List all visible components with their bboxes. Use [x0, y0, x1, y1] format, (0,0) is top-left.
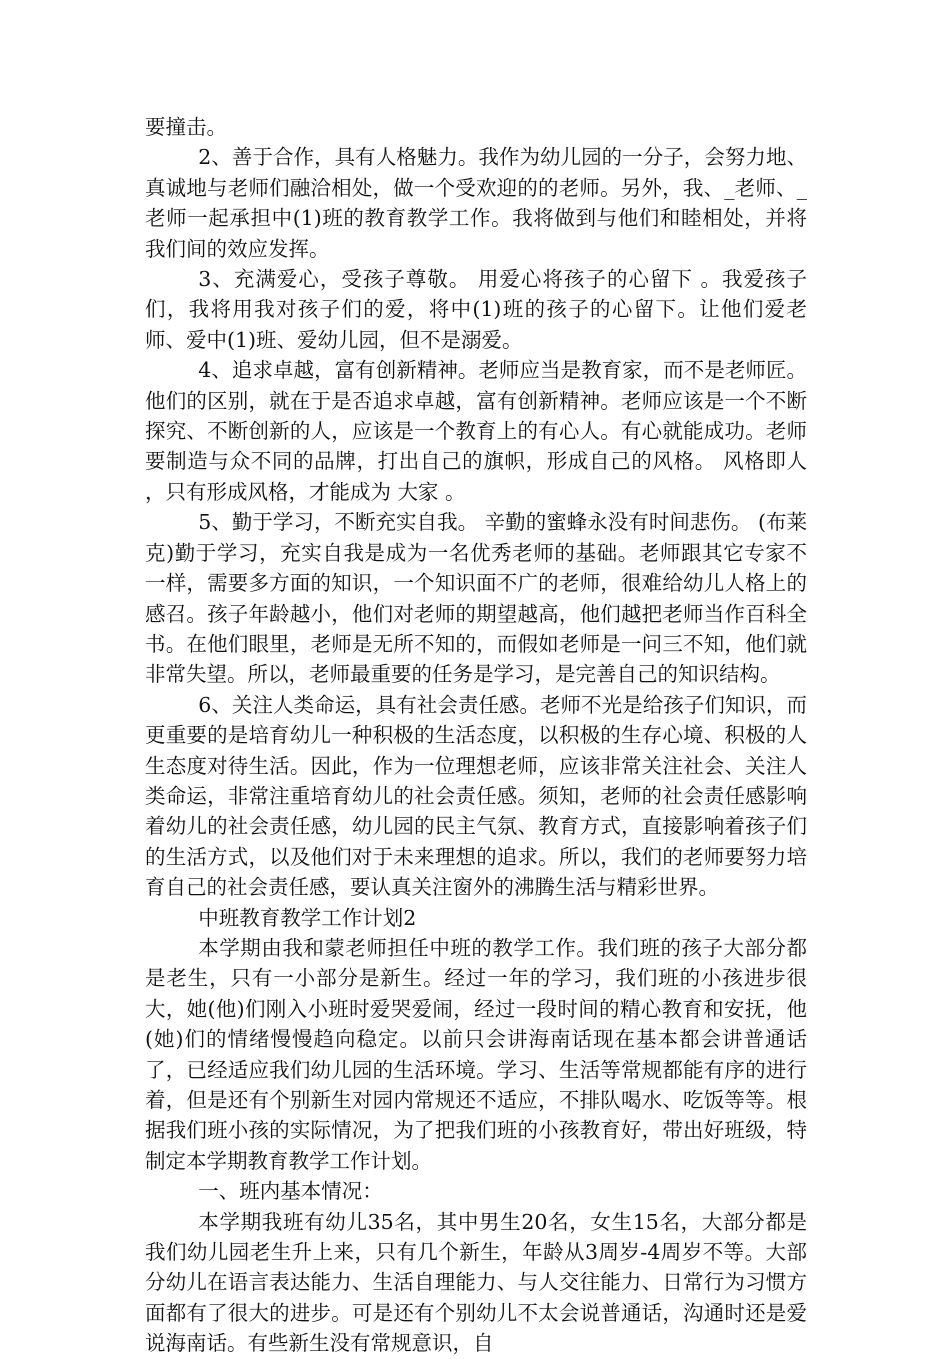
paragraph-2: 3、充满爱心，受孩子尊敬。 用爱心将孩子的心留下 。我爱孩子们，我将用我对孩子们的爱，将中(1)班的孩子的心留下。让他们爱老师、爱中(1)班、爱幼儿园，但不是溺爱。 [145, 267, 807, 352]
paragraph-5: 6、关注人类命运，具有社会责任感。老师不光是给孩子们知识，而更重要的是培育幼儿一种积极的生活态度，以积极的生存心境、积极的人生态度对待生活。因此，作为一位理想老师，应该非常关注社会、关注人类命运，非常注重培育幼儿的社会责任感。须知，老师的社会责任感影响着幼儿的社会责任感，幼儿园的民主气氛、教育方式，直接影响着孩子们的生活方式，以及他们对于未来理想的追求。所以，我们的老师要努力培育自己的社会责任感，要认真关注窗外的沸腾生活与精彩世界。 [145, 692, 807, 900]
paragraph-9: 本学期我班有幼儿35名，其中男生20名，女生15名，大部分都是我们幼儿园老生升上来，只有几个新生，年龄从3周岁-4周岁不等。大部分幼儿在语言表达能力、生活自理能力、与人交往能力、日常行为习惯方面都有了很大的进步。可是还有个别幼儿不太会说普通话，沟通时还是爱说海南话。有些新生没有常规意识，自 [145, 1209, 807, 1356]
paragraph-1: 2、善于合作，具有人格魅力。我作为幼儿园的一分子，会努力地、真诚地与老师们融洽相处，做一个受欢迎的的老师。另外，我、_老师、_老师一起承担中(1)班的教育教学工作。我将做到与他们和睦相处，并将我们间的效应发挥。 [145, 145, 807, 261]
document-body [145, 112, 807, 1359]
paragraph-4: 5、勤于学习，不断充实自我。 辛勤的蜜蜂永没有时间悲伤。 (布莱克)勤于学习，充实自我是成为一名优秀老师的基础。老师跟其它专家不一样，需要多方面的知识，一个知识面不广的老师，很难给幼儿人格上的感召。孩子年龄越小，他们对老师的期望越高，他们越把老师当作百科全书。在他们眼里，老师是无所不知的，而假如老师是一问三不知，他们就非常失望。所以，老师最重要的任务是学习，是完善自己的知识结构。 [145, 510, 807, 687]
section-heading-class-situation: 一、班内基本情况： [198, 1179, 383, 1204]
paragraph-0: 要撞击。 [145, 115, 227, 139]
paragraph-7: 本学期由我和蒙老师担任中班的教学工作。我们班的孩子大部分都是老生，只有一小部分是新生。经过一年的学习，我们班的小孩进步很大，她(他)们刚入小班时爱哭爱闹，经过一段时间的精心教育和安抚，他(她)们的情绪慢慢趋向稳定。以前只会讲海南话现在基本都会讲普通话了，已经适应我们幼儿园的生活环境。学习、生活等常规都能有序的进行着，但是还有个别新生对园内常规还不适应，不排队喝水、吃饭等等。根据我们班小孩的实际情况，为了把我们班的小孩教育好，带出好班级，特制定本学期教育教学工作计划。 [145, 935, 807, 1173]
paragraph-3: 4、追求卓越，富有创新精神。老师应当是教育家，而不是老师匠。他们的区别，就在于是否追求卓越，富有创新精神。老师应该是一个不断探究、不断创新的人，应该是一个教育上的有心人。有心就能成功。老师要制造与众不同的品牌，打出自己的旗帜，形成自己的风格。 风格即人 ，只有形成风格，才能成为 大家 。 [145, 358, 807, 504]
section-heading-plan-2: 中班教育教学工作计划2 [198, 905, 417, 930]
